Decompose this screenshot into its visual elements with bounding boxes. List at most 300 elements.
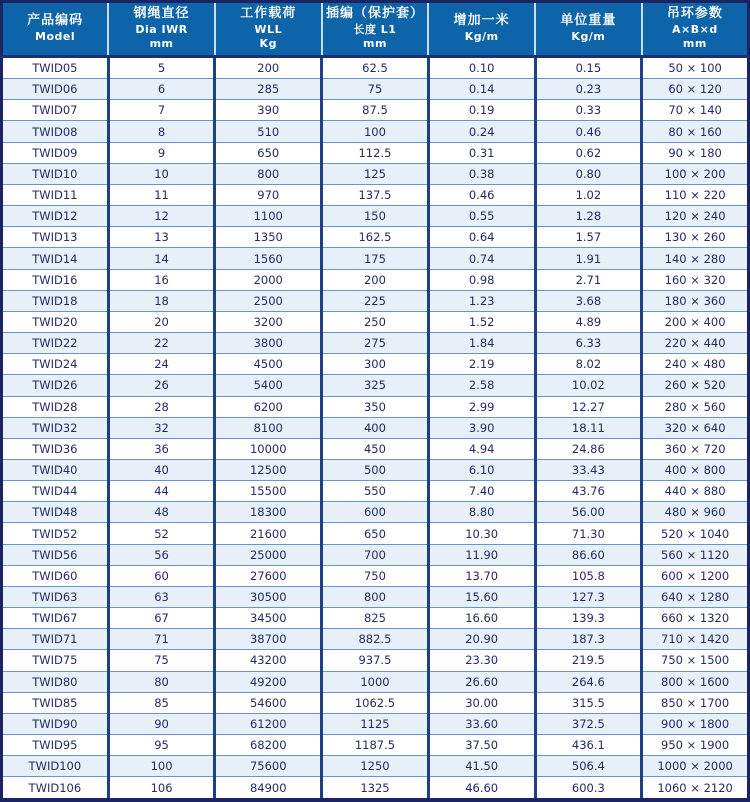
cell-splice-length: 800 [322, 586, 429, 607]
cell-eye-parameters: 750 × 1500 [642, 650, 749, 671]
cell-rope-diameter: 75 [108, 650, 215, 671]
column-header-rope-diameter-line: Dia IWR [135, 22, 188, 36]
cell-eye-parameters: 100 × 200 [642, 163, 749, 184]
cell-unit-weight: 71.30 [535, 523, 642, 544]
cell-unit-weight: 43.76 [535, 481, 642, 502]
cell-rope-diameter: 26 [108, 375, 215, 396]
cell-eye-parameters: 520 × 1040 [642, 523, 749, 544]
cell-eye-parameters: 60 × 120 [642, 79, 749, 100]
cell-increase-per-meter: 0.31 [428, 142, 535, 163]
cell-increase-per-meter: 6.10 [428, 459, 535, 480]
cell-splice-length: 825 [322, 608, 429, 629]
cell-increase-per-meter: 16.60 [428, 608, 535, 629]
cell-rope-diameter: 8 [108, 121, 215, 142]
cell-unit-weight: 6.33 [535, 333, 642, 354]
cell-splice-length: 1325 [322, 777, 429, 800]
cell-model: TWID106 [2, 777, 109, 800]
table-row [2, 290, 749, 311]
column-header-splice-length-line: mm [362, 36, 387, 50]
cell-unit-weight: 1.02 [535, 184, 642, 205]
column-header-model [2, 2, 109, 57]
cell-eye-parameters: 80 × 160 [642, 121, 749, 142]
cell-eye-parameters: 360 × 720 [642, 438, 749, 459]
cell-splice-length: 937.5 [322, 650, 429, 671]
cell-splice-length: 137.5 [322, 184, 429, 205]
cell-unit-weight: 24.86 [535, 438, 642, 459]
cell-unit-weight: 127.3 [535, 586, 642, 607]
cell-eye-parameters: 140 × 280 [642, 248, 749, 269]
cell-model: TWID08 [2, 121, 109, 142]
cell-unit-weight: 8.02 [535, 354, 642, 375]
cell-splice-length: 62.5 [322, 57, 429, 79]
cell-working-load-limit: 970 [215, 184, 322, 205]
table-row [2, 459, 749, 480]
cell-increase-per-meter: 0.19 [428, 100, 535, 121]
cell-splice-length: 225 [322, 290, 429, 311]
cell-increase-per-meter: 2.19 [428, 354, 535, 375]
cell-rope-diameter: 9 [108, 142, 215, 163]
column-header-eye-parameters-line: A×B×d [672, 22, 718, 36]
cell-working-load-limit: 30500 [215, 586, 322, 607]
cell-working-load-limit: 3200 [215, 311, 322, 332]
cell-splice-length: 700 [322, 544, 429, 565]
cell-rope-diameter: 12 [108, 206, 215, 227]
table-row [2, 248, 749, 269]
table-row [2, 586, 749, 607]
cell-model: TWID22 [2, 333, 109, 354]
cell-model: TWID60 [2, 565, 109, 586]
cell-increase-per-meter: 1.23 [428, 290, 535, 311]
cell-working-load-limit: 12500 [215, 459, 322, 480]
cell-unit-weight: 139.3 [535, 608, 642, 629]
table-row [2, 57, 749, 79]
table-row [2, 481, 749, 502]
cell-increase-per-meter: 0.98 [428, 269, 535, 290]
cell-splice-length: 162.5 [322, 227, 429, 248]
cell-rope-diameter: 90 [108, 713, 215, 734]
table-header-row [2, 2, 749, 57]
cell-model: TWID06 [2, 79, 109, 100]
cell-eye-parameters: 130 × 260 [642, 227, 749, 248]
cell-splice-length: 175 [322, 248, 429, 269]
cell-working-load-limit: 6200 [215, 396, 322, 417]
cell-splice-length: 500 [322, 459, 429, 480]
cell-model: TWID26 [2, 375, 109, 396]
cell-increase-per-meter: 11.90 [428, 544, 535, 565]
cell-rope-diameter: 6 [108, 79, 215, 100]
cell-working-load-limit: 8100 [215, 417, 322, 438]
column-header-rope-diameter-line: mm [149, 36, 174, 50]
cell-model: TWID100 [2, 756, 109, 777]
cell-model: TWID09 [2, 142, 109, 163]
table-row [2, 396, 749, 417]
cell-splice-length: 125 [322, 163, 429, 184]
cell-unit-weight: 315.5 [535, 692, 642, 713]
column-header-splice-length-line: 插编（保护套） [325, 5, 424, 21]
cell-rope-diameter: 56 [108, 544, 215, 565]
cell-eye-parameters: 440 × 880 [642, 481, 749, 502]
table-row [2, 375, 749, 396]
table-row [2, 438, 749, 459]
cell-splice-length: 400 [322, 417, 429, 438]
cell-eye-parameters: 900 × 1800 [642, 713, 749, 734]
cell-unit-weight: 56.00 [535, 502, 642, 523]
cell-working-load-limit: 650 [215, 142, 322, 163]
cell-unit-weight: 18.11 [535, 417, 642, 438]
cell-unit-weight: 0.33 [535, 100, 642, 121]
cell-rope-diameter: 36 [108, 438, 215, 459]
cell-increase-per-meter: 26.60 [428, 671, 535, 692]
cell-increase-per-meter: 0.38 [428, 163, 535, 184]
table-row [2, 544, 749, 565]
cell-rope-diameter: 32 [108, 417, 215, 438]
cell-increase-per-meter: 1.84 [428, 333, 535, 354]
cell-working-load-limit: 43200 [215, 650, 322, 671]
column-header-increase-per-meter-line: 增加一米 [453, 12, 510, 28]
cell-working-load-limit: 285 [215, 79, 322, 100]
cell-model: TWID71 [2, 629, 109, 650]
cell-increase-per-meter: 1.52 [428, 311, 535, 332]
cell-eye-parameters: 220 × 440 [642, 333, 749, 354]
cell-model: TWID10 [2, 163, 109, 184]
table-row [2, 333, 749, 354]
cell-rope-diameter: 5 [108, 57, 215, 79]
cell-unit-weight: 1.28 [535, 206, 642, 227]
cell-increase-per-meter: 46.60 [428, 777, 535, 800]
cell-unit-weight: 86.60 [535, 544, 642, 565]
column-header-working-load-limit-line: WLL [254, 22, 283, 36]
cell-model: TWID11 [2, 184, 109, 205]
cell-working-load-limit: 3800 [215, 333, 322, 354]
cell-model: TWID32 [2, 417, 109, 438]
cell-model: TWID90 [2, 713, 109, 734]
cell-working-load-limit: 34500 [215, 608, 322, 629]
cell-rope-diameter: 80 [108, 671, 215, 692]
cell-unit-weight: 0.62 [535, 142, 642, 163]
cell-rope-diameter: 16 [108, 269, 215, 290]
cell-working-load-limit: 84900 [215, 777, 322, 800]
cell-increase-per-meter: 7.40 [428, 481, 535, 502]
cell-model: TWID44 [2, 481, 109, 502]
cell-eye-parameters: 640 × 1280 [642, 586, 749, 607]
cell-splice-length: 550 [322, 481, 429, 502]
cell-rope-diameter: 44 [108, 481, 215, 502]
cell-increase-per-meter: 20.90 [428, 629, 535, 650]
table-row [2, 502, 749, 523]
column-header-unit-weight-line: Kg/m [571, 29, 606, 43]
table-row [2, 142, 749, 163]
column-header-splice-length-line: 长度 L1 [353, 22, 397, 36]
cell-splice-length: 1250 [322, 756, 429, 777]
table-row [2, 629, 749, 650]
cell-model: TWID48 [2, 502, 109, 523]
cell-working-load-limit: 75600 [215, 756, 322, 777]
table-header [2, 2, 749, 57]
table-row [2, 692, 749, 713]
cell-splice-length: 1000 [322, 671, 429, 692]
cell-splice-length: 275 [322, 333, 429, 354]
cell-model: TWID75 [2, 650, 109, 671]
cell-increase-per-meter: 13.70 [428, 565, 535, 586]
cell-splice-length: 100 [322, 121, 429, 142]
cell-increase-per-meter: 15.60 [428, 586, 535, 607]
cell-splice-length: 150 [322, 206, 429, 227]
cell-working-load-limit: 27600 [215, 565, 322, 586]
cell-increase-per-meter: 37.50 [428, 735, 535, 756]
column-header-working-load-limit-line: Kg [259, 36, 277, 50]
cell-rope-diameter: 63 [108, 586, 215, 607]
cell-increase-per-meter: 10.30 [428, 523, 535, 544]
cell-unit-weight: 372.5 [535, 713, 642, 734]
cell-rope-diameter: 95 [108, 735, 215, 756]
cell-working-load-limit: 68200 [215, 735, 322, 756]
cell-increase-per-meter: 33.60 [428, 713, 535, 734]
table-row [2, 650, 749, 671]
cell-unit-weight: 10.02 [535, 375, 642, 396]
cell-splice-length: 250 [322, 311, 429, 332]
cell-eye-parameters: 200 × 400 [642, 311, 749, 332]
cell-rope-diameter: 71 [108, 629, 215, 650]
cell-working-load-limit: 54600 [215, 692, 322, 713]
cell-working-load-limit: 18300 [215, 502, 322, 523]
table-row [2, 417, 749, 438]
table-row [2, 79, 749, 100]
cell-eye-parameters: 710 × 1420 [642, 629, 749, 650]
cell-increase-per-meter: 0.14 [428, 79, 535, 100]
cell-unit-weight: 219.5 [535, 650, 642, 671]
cell-splice-length: 650 [322, 523, 429, 544]
cell-rope-diameter: 100 [108, 756, 215, 777]
cell-eye-parameters: 480 × 960 [642, 502, 749, 523]
cell-model: TWID95 [2, 735, 109, 756]
table-row [2, 735, 749, 756]
cell-eye-parameters: 800 × 1600 [642, 671, 749, 692]
table-row [2, 671, 749, 692]
column-header-unit-weight-line: 单位重量 [560, 12, 617, 28]
cell-working-load-limit: 390 [215, 100, 322, 121]
cell-rope-diameter: 60 [108, 565, 215, 586]
cell-eye-parameters: 1060 × 2120 [642, 777, 749, 800]
table-row [2, 777, 749, 800]
cell-unit-weight: 264.6 [535, 671, 642, 692]
cell-unit-weight: 1.57 [535, 227, 642, 248]
cell-splice-length: 450 [322, 438, 429, 459]
cell-unit-weight: 0.23 [535, 79, 642, 100]
cell-increase-per-meter: 0.74 [428, 248, 535, 269]
table-row [2, 354, 749, 375]
cell-model: TWID12 [2, 206, 109, 227]
cell-unit-weight: 1.91 [535, 248, 642, 269]
column-header-increase-per-meter [428, 2, 535, 57]
cell-rope-diameter: 48 [108, 502, 215, 523]
table-row [2, 269, 749, 290]
cell-increase-per-meter: 23.30 [428, 650, 535, 671]
cell-working-load-limit: 25000 [215, 544, 322, 565]
cell-splice-length: 600 [322, 502, 429, 523]
cell-increase-per-meter: 0.64 [428, 227, 535, 248]
cell-rope-diameter: 7 [108, 100, 215, 121]
cell-working-load-limit: 1100 [215, 206, 322, 227]
cell-increase-per-meter: 30.00 [428, 692, 535, 713]
cell-model: TWID13 [2, 227, 109, 248]
table-row [2, 163, 749, 184]
column-header-splice-length [322, 2, 429, 57]
cell-increase-per-meter: 0.55 [428, 206, 535, 227]
cell-eye-parameters: 180 × 360 [642, 290, 749, 311]
cell-splice-length: 200 [322, 269, 429, 290]
cell-rope-diameter: 85 [108, 692, 215, 713]
cell-rope-diameter: 18 [108, 290, 215, 311]
cell-eye-parameters: 320 × 640 [642, 417, 749, 438]
cell-eye-parameters: 160 × 320 [642, 269, 749, 290]
cell-unit-weight: 187.3 [535, 629, 642, 650]
cell-rope-diameter: 10 [108, 163, 215, 184]
table-row [2, 608, 749, 629]
cell-unit-weight: 436.1 [535, 735, 642, 756]
cell-splice-length: 300 [322, 354, 429, 375]
cell-splice-length: 750 [322, 565, 429, 586]
cell-eye-parameters: 400 × 800 [642, 459, 749, 480]
cell-increase-per-meter: 0.46 [428, 184, 535, 205]
column-header-working-load-limit-line: 工作载荷 [240, 5, 297, 21]
cell-model: TWID56 [2, 544, 109, 565]
cell-increase-per-meter: 41.50 [428, 756, 535, 777]
cell-eye-parameters: 50 × 100 [642, 57, 749, 79]
cell-unit-weight: 0.15 [535, 57, 642, 79]
cell-splice-length: 75 [322, 79, 429, 100]
cell-working-load-limit: 1350 [215, 227, 322, 248]
column-header-eye-parameters [642, 2, 749, 57]
column-header-eye-parameters-line: mm [682, 36, 707, 50]
cell-splice-length: 87.5 [322, 100, 429, 121]
cell-unit-weight: 600.3 [535, 777, 642, 800]
cell-eye-parameters: 660 × 1320 [642, 608, 749, 629]
cell-working-load-limit: 4500 [215, 354, 322, 375]
cell-eye-parameters: 70 × 140 [642, 100, 749, 121]
cell-working-load-limit: 49200 [215, 671, 322, 692]
cell-working-load-limit: 510 [215, 121, 322, 142]
cell-model: TWID40 [2, 459, 109, 480]
cell-rope-diameter: 20 [108, 311, 215, 332]
cell-unit-weight: 4.89 [535, 311, 642, 332]
cell-rope-diameter: 24 [108, 354, 215, 375]
cell-model: TWID14 [2, 248, 109, 269]
table-row [2, 713, 749, 734]
table-row [2, 565, 749, 586]
cell-model: TWID07 [2, 100, 109, 121]
cell-increase-per-meter: 2.99 [428, 396, 535, 417]
cell-working-load-limit: 1560 [215, 248, 322, 269]
cell-increase-per-meter: 8.80 [428, 502, 535, 523]
column-header-model-line: Model [35, 29, 76, 43]
column-header-unit-weight [535, 2, 642, 57]
cell-model: TWID80 [2, 671, 109, 692]
cell-model: TWID85 [2, 692, 109, 713]
table-row [2, 523, 749, 544]
cell-rope-diameter: 67 [108, 608, 215, 629]
cell-eye-parameters: 110 × 220 [642, 184, 749, 205]
cell-working-load-limit: 200 [215, 57, 322, 79]
cell-unit-weight: 0.80 [535, 163, 642, 184]
cell-model: TWID36 [2, 438, 109, 459]
cell-rope-diameter: 40 [108, 459, 215, 480]
cell-model: TWID52 [2, 523, 109, 544]
cell-unit-weight: 0.46 [535, 121, 642, 142]
cell-increase-per-meter: 3.90 [428, 417, 535, 438]
cell-working-load-limit: 2500 [215, 290, 322, 311]
cell-splice-length: 1125 [322, 713, 429, 734]
cell-eye-parameters: 850 × 1700 [642, 692, 749, 713]
cell-model: TWID24 [2, 354, 109, 375]
cell-working-load-limit: 2000 [215, 269, 322, 290]
cell-working-load-limit: 800 [215, 163, 322, 184]
cell-increase-per-meter: 0.10 [428, 57, 535, 79]
cell-model: TWID63 [2, 586, 109, 607]
column-header-increase-per-meter-line: Kg/m [464, 29, 499, 43]
column-header-working-load-limit [215, 2, 322, 57]
cell-eye-parameters: 120 × 240 [642, 206, 749, 227]
table-row [2, 184, 749, 205]
cell-splice-length: 1062.5 [322, 692, 429, 713]
cell-increase-per-meter: 2.58 [428, 375, 535, 396]
cell-working-load-limit: 10000 [215, 438, 322, 459]
cell-model: TWID05 [2, 57, 109, 79]
cell-unit-weight: 3.68 [535, 290, 642, 311]
cell-model: TWID18 [2, 290, 109, 311]
table-row [2, 311, 749, 332]
cell-working-load-limit: 38700 [215, 629, 322, 650]
column-header-model-line: 产品编码 [27, 12, 84, 28]
cell-eye-parameters: 280 × 560 [642, 396, 749, 417]
cell-rope-diameter: 22 [108, 333, 215, 354]
column-header-eye-parameters-line: 吊环参数 [666, 5, 723, 21]
cell-unit-weight: 33.43 [535, 459, 642, 480]
cell-increase-per-meter: 4.94 [428, 438, 535, 459]
cell-eye-parameters: 240 × 480 [642, 354, 749, 375]
cell-rope-diameter: 11 [108, 184, 215, 205]
cell-splice-length: 882.5 [322, 629, 429, 650]
cell-splice-length: 112.5 [322, 142, 429, 163]
cell-rope-diameter: 28 [108, 396, 215, 417]
table-body [2, 57, 749, 801]
cell-rope-diameter: 52 [108, 523, 215, 544]
cell-working-load-limit: 21600 [215, 523, 322, 544]
column-header-rope-diameter-line: 钢绳直径 [133, 5, 190, 21]
cell-splice-length: 325 [322, 375, 429, 396]
cell-rope-diameter: 14 [108, 248, 215, 269]
table-row [2, 121, 749, 142]
column-header-rope-diameter [108, 2, 215, 57]
cell-rope-diameter: 13 [108, 227, 215, 248]
cell-working-load-limit: 5400 [215, 375, 322, 396]
cell-unit-weight: 105.8 [535, 565, 642, 586]
cell-model: TWID67 [2, 608, 109, 629]
cell-increase-per-meter: 0.24 [428, 121, 535, 142]
cell-eye-parameters: 260 × 520 [642, 375, 749, 396]
cell-eye-parameters: 950 × 1900 [642, 735, 749, 756]
cell-working-load-limit: 15500 [215, 481, 322, 502]
cell-eye-parameters: 560 × 1120 [642, 544, 749, 565]
table-row [2, 756, 749, 777]
cell-eye-parameters: 1000 × 2000 [642, 756, 749, 777]
cell-working-load-limit: 61200 [215, 713, 322, 734]
cell-splice-length: 1187.5 [322, 735, 429, 756]
cell-rope-diameter: 106 [108, 777, 215, 800]
cell-eye-parameters: 600 × 1200 [642, 565, 749, 586]
cell-model: TWID20 [2, 311, 109, 332]
table-row [2, 100, 749, 121]
cell-model: TWID16 [2, 269, 109, 290]
